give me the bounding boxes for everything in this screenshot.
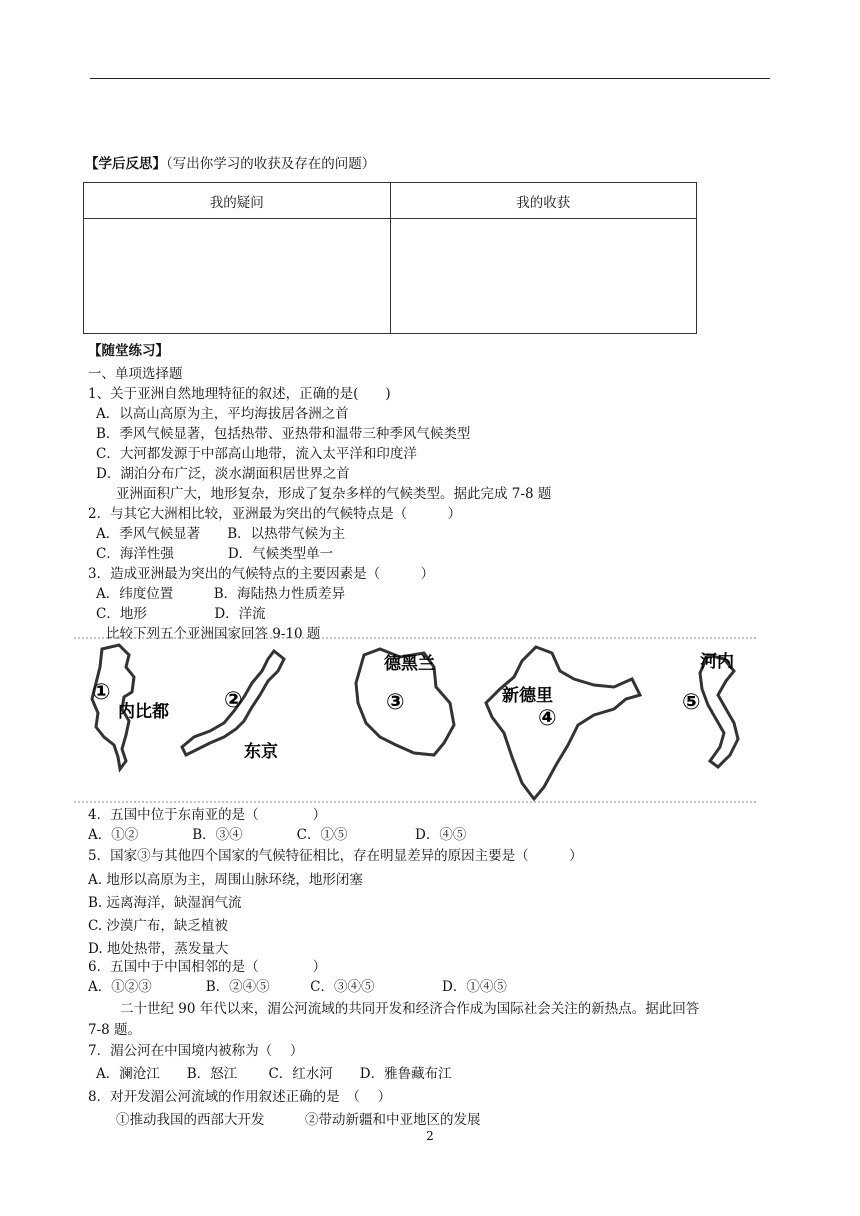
page-number: 2 [426,1129,434,1143]
question-4: 4．五国中位于东南亚的是（ ） [88,807,327,823]
q5-option-b: B. 远离海洋，缺湿润气流 [88,895,242,911]
map4-number: ④ [538,706,557,731]
q6-options: A．①②③ B．②④⑤ C．③④⑤ D．①④⑤ [88,979,507,995]
map3-number: ③ [386,690,405,715]
q3-options-cd: C．地形 D．洋流 [96,606,266,622]
intro-9-10: 比较下列五个亚洲国家回答 9-10 题 [106,626,321,642]
reflection-note: （写出你学习的收获及存在的问题） [166,156,376,172]
q1-option-a: A．以高山高原为主，平均海拔居各洲之首 [96,406,349,422]
question-7: 7．湄公河在中国境内被称为（ ） [88,1043,304,1059]
map3-capital: 德黑兰 [384,654,435,674]
q8-options: ①推动我国的西部大开发 ②带动新疆和中亚地区的发展 [116,1112,481,1128]
question-3: 3．造成亚洲最为突出的气候特点的主要因素是（ ） [88,566,435,582]
col-gains-header: 我的收获 [390,183,697,219]
col-questions-header: 我的疑问 [84,183,391,219]
five-country-maps [74,637,758,803]
map4-capital: 新德里 [502,686,553,706]
reflection-heading: 【学后反思】 [85,156,166,172]
question-1: 1、关于亚洲自然地理特征的叙述，正确的是( ) [88,386,391,402]
intro-mekong-line2: 7-8 题。 [88,1022,142,1038]
map5-capital: 河内 [700,652,734,672]
question-6: 6．五国中于中国相邻的是（ ） [88,959,327,975]
q4-options: A．①② B．③④ C．①⑤ D．④⑤ [88,827,467,843]
map2-capital: 东京 [244,742,278,762]
intro-mekong-line1: 二十世纪 90 年代以来，湄公河流域的共同开发和经济合作成为国际社会关注的新热点。据此回答 [120,1001,700,1017]
q5-option-a: A. 地形以高原为主，周围山脉环绕，地形闭塞 [88,872,363,888]
map5-number: ⑤ [682,690,701,715]
q5-option-c: C. 沙漠广布，缺乏植被 [88,918,228,934]
question-2: 2．与其它大洲相比较，亚洲最为突出的气候特点是（ ） [88,506,462,522]
q1-option-d: D．湖泊分布广泛，淡水湖面积居世界之首 [96,466,350,482]
intro-7-8: 亚洲面积广大，地形复杂，形成了复杂多样的气候类型。据此完成 7-8 题 [116,486,552,502]
question-8: 8．对开发湄公河流域的作用叙述正确的是 （ ） [88,1089,392,1105]
question-5: 5．国家③与其他四个国家的气候特征相比，存在明显差异的原因主要是（ ） [88,848,583,864]
practice-heading: 【随堂练习】 [88,343,169,359]
map1-capital: 内比都 [118,702,169,722]
q2-options-cd: C．海洋性强 D．气候类型单一 [96,546,334,562]
india-outline [486,647,640,799]
q2-options-ab: A．季风气候显著 B．以热带气候为主 [96,526,346,542]
map2-number: ② [224,688,243,713]
q7-options: A．澜沧江 B．怒江 C．红水河 D．雅鲁藏布江 [96,1066,452,1082]
map1-number: ① [92,680,111,705]
section-title: 一、单项选择题 [88,366,183,382]
header-rule [90,78,770,79]
questions-cell[interactable] [84,219,391,334]
reflection-table [83,182,697,334]
q1-option-b: B．季风气候显著，包括热带、亚热带和温带三种季风气候类型 [96,426,471,442]
q1-option-c: C．大河都发源于中部高山地带，流入太平洋和印度洋 [96,446,417,462]
gains-cell[interactable] [390,219,697,334]
q5-option-d: D. 地处热带，蒸发量大 [88,941,229,957]
q3-options-ab: A．纬度位置 B．海陆热力性质差异 [96,586,346,602]
reflection-title [85,154,375,174]
